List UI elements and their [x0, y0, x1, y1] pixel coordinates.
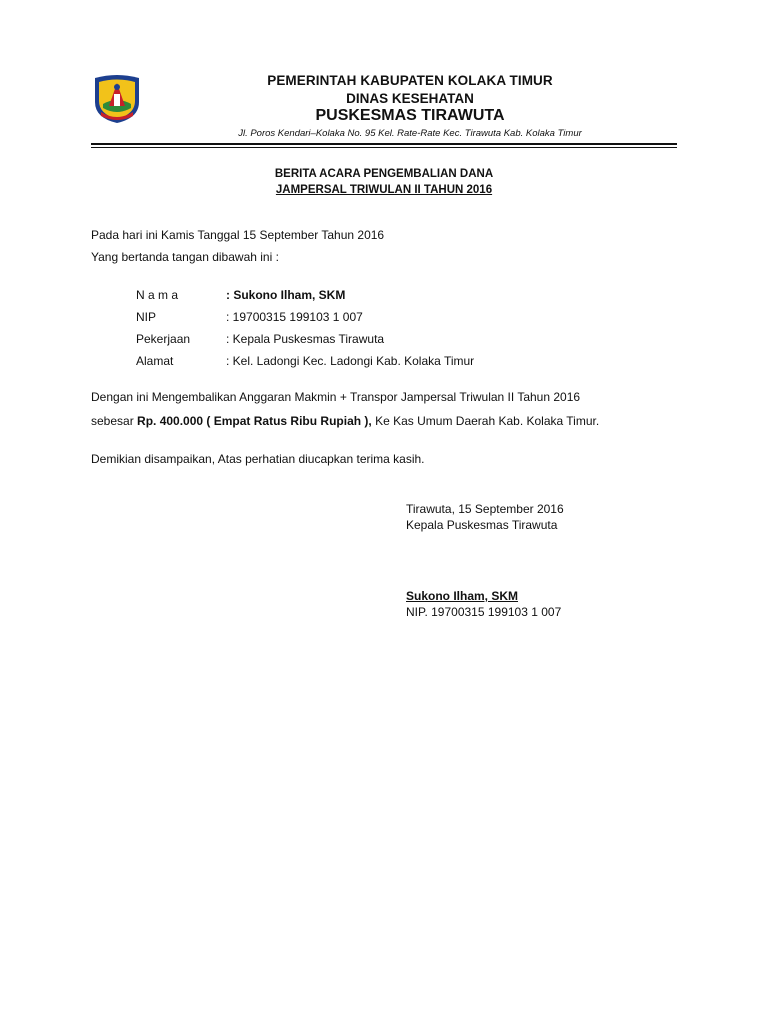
body-amount-line [91, 414, 599, 428]
signature-position: Kepala Puskesmas Tirawuta [406, 518, 558, 532]
intro-date-line: Pada hari ini Kamis Tanggal 15 September Tahun 2016 [91, 228, 385, 242]
identity-value-nip: : 19700315 199103 1 007 [226, 310, 363, 324]
amount-value: Rp. 400.000 ( Empat Ratus Ribu Rupiah ), [137, 414, 372, 428]
signature-nip: NIP. 19700315 199103 1 007 [406, 605, 562, 619]
amount-prefix: sebesar [91, 414, 138, 428]
identity-label-name: N a m a [136, 288, 179, 302]
header-divider-thin [91, 147, 677, 148]
government-name: PEMERINTAH KABUPATEN KOLAKA TIMUR [267, 73, 553, 88]
institution-address: Jl. Poros Kendari–Kolaka No. 95 Kel. Rate-Rate Kec. Tirawuta Kab. Kolaka Timur [238, 128, 582, 139]
institution-name: PUSKESMAS TIRAWUTA [315, 107, 505, 124]
intro-signatory-line: Yang bertanda tangan dibawah ini : [91, 250, 279, 264]
identity-label-nip: NIP [136, 310, 157, 324]
body-return-statement: Dengan ini Mengembalikan Anggaran Makmin + Transpor Jampersal Triwulan II Tahun 2016 [91, 390, 581, 404]
header-divider-thick [91, 143, 677, 145]
regency-emblem-logo [91, 72, 143, 124]
signature-place-date: Tirawuta, 15 September 2016 [406, 502, 564, 516]
identity-value-occupation: : Kepala Puskesmas Tirawuta [226, 332, 385, 346]
closing-statement: Demikian disampaikan, Atas perhatian diucapkan terima kasih. [91, 452, 425, 466]
identity-value-address: : Kel. Ladongi Kec. Ladongi Kab. Kolaka Timur [226, 354, 475, 368]
amount-suffix: Ke Kas Umum Daerah Kab. Kolaka Timur. [371, 414, 600, 428]
identity-label-occupation: Pekerjaan [136, 332, 191, 346]
signature-name: Sukono Ilham, SKM [406, 589, 519, 603]
identity-value-name: : Sukono Ilham, SKM [226, 288, 346, 302]
department-name: DINAS KESEHATAN [346, 91, 474, 106]
document-subtitle: JAMPERSAL TRIWULAN II TAHUN 2016 [275, 184, 493, 196]
document-title: BERITA ACARA PENGEMBALIAN DANA [274, 168, 494, 180]
identity-label-address: Alamat [136, 354, 174, 368]
